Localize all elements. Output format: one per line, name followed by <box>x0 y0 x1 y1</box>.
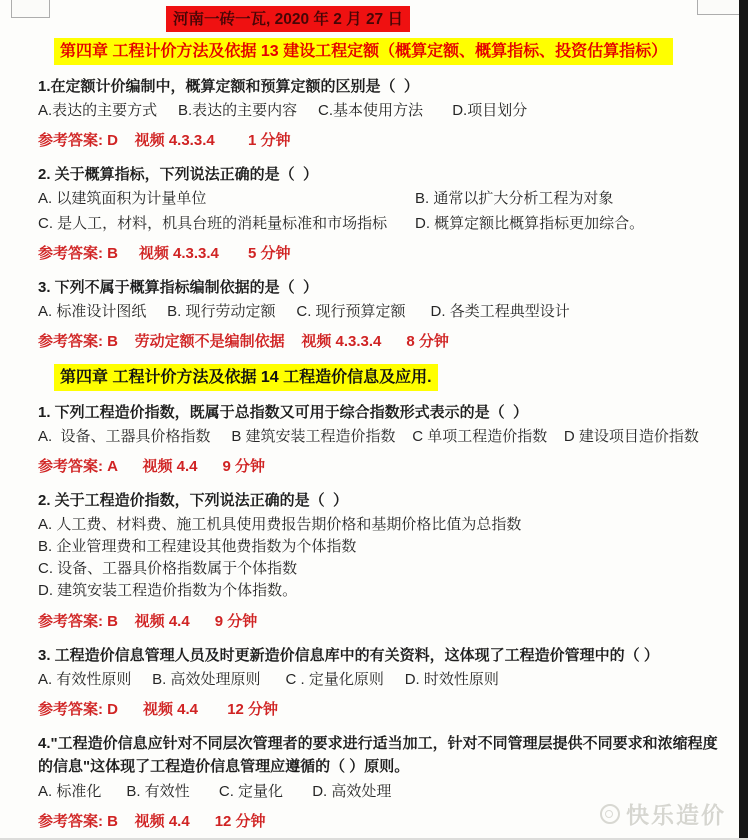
happy-cost-logo-icon <box>600 804 620 824</box>
option-b: B. 通常以扩大分析工程为对象 <box>415 190 614 207</box>
answer-line: 参考答案: D 视频 4.4 12 分钟 <box>38 701 279 718</box>
question-title: 2. 关于概算指标，下列说法正确的是（ ） <box>38 166 319 183</box>
section-2-header-row <box>54 364 728 391</box>
question-title: 1.在定额计价编制中，概算定额和预算定额的区别是（ ） <box>38 78 419 95</box>
option-a: A. 人工费、材料费、施工机具使用费报告期价格和基期价格比值为总指数 <box>38 516 522 533</box>
answer-line: 参考答案: A 视频 4.4 9 分钟 <box>38 458 265 475</box>
option-b: B. 企业管理费和工程建设其他费指数为个体指数 <box>38 538 357 555</box>
option-a: A. 以建筑面积为计量单位 <box>38 190 207 207</box>
answer-line: 参考答案: B 视频 4.4 9 分钟 <box>38 613 258 630</box>
question-options: A. 标准设计图纸 B. 现行劳动定额 C. 现行预算定额 D. 各类工程典型设计 <box>38 303 570 320</box>
question-options: A. 有效性原则 B. 高效处理原则 C . 定量化原则 D. 时效性原则 <box>38 671 499 688</box>
question-block-1-3 <box>38 277 728 352</box>
question-title: 3. 下列不属于概算指标编制依据的是（ ） <box>38 279 319 296</box>
question-title: 4."工程造价信息应针对不同层次管理者的要求进行适当加工，针对不同管理层提供不同要求和浓缩程度的信息"这体现了工程造价信息管理应遵循的（ ）原则。 <box>38 735 718 775</box>
question-title: 3. 工程造价信息管理人员及时更新造价信息库中的有关资料，这体现了工程造价管理中的（ ） <box>38 647 659 664</box>
watermark <box>600 797 726 830</box>
date-banner: 河南一砖一瓦, 2020 年 2 月 27 日 <box>166 6 410 32</box>
option-d: D. 建筑安装工程造价指数为个体指数。 <box>38 582 298 599</box>
question-options: A. 设备、工器具价格指数 B 建筑安装工程造价指数 C 单项工程造价指数 D 建设项目造价指数 <box>38 428 699 445</box>
question-block-1-2 <box>38 164 728 264</box>
answer-line: 参考答案: B 视频 4.3.3.4 5 分钟 <box>38 245 291 262</box>
question-options: A. 标准化 B. 有效性 C. 定量化 D. 高效处理 <box>38 783 392 800</box>
section-1-header: 第四章 工程计价方法及依据 13 建设工程定额（概算定额、概算指标、投资估算指标） <box>54 38 673 65</box>
option-c: C. 是人工，材料，机具台班的消耗量标准和市场指标 <box>38 215 388 232</box>
option-d: D. 概算定额比概算指标更加综合。 <box>415 215 645 232</box>
question-title: 1. 下列工程造价指数，既属于总指数又可用于综合指数形式表示的是（ ） <box>38 404 529 421</box>
question-block-2-3 <box>38 645 728 720</box>
question-options <box>38 514 728 602</box>
corner-artifact-left <box>11 0 50 18</box>
watermark-text: 快乐造价 <box>626 802 726 828</box>
option-c: C. 设备、工器具价格指数属于个体指数 <box>38 560 298 577</box>
question-title: 2. 关于工程造价指数，下列说法正确的是（ ） <box>38 492 349 509</box>
answer-line: 参考答案: D 视频 4.3.3.4 1 分钟 <box>38 132 291 149</box>
question-block-2-2 <box>38 490 728 632</box>
question-block-2-1 <box>38 402 728 477</box>
section-2-header: 第四章 工程计价方法及依据 14 工程造价信息及应用. <box>54 364 438 391</box>
question-options <box>38 188 728 234</box>
question-options: A.表达的主要方式 B.表达的主要内容 C.基本使用方法 D.项目划分 <box>38 102 528 119</box>
answer-line: 参考答案: B 视频 4.4 12 分钟 <box>38 813 266 830</box>
banner-row <box>166 6 728 32</box>
right-edge-strip <box>739 0 748 838</box>
answer-line: 参考答案: B 劳动定额不是编制依据 视频 4.3.3.4 8 分钟 <box>38 333 449 350</box>
question-block-1-1 <box>38 76 728 151</box>
section-1-header-row <box>54 38 728 65</box>
